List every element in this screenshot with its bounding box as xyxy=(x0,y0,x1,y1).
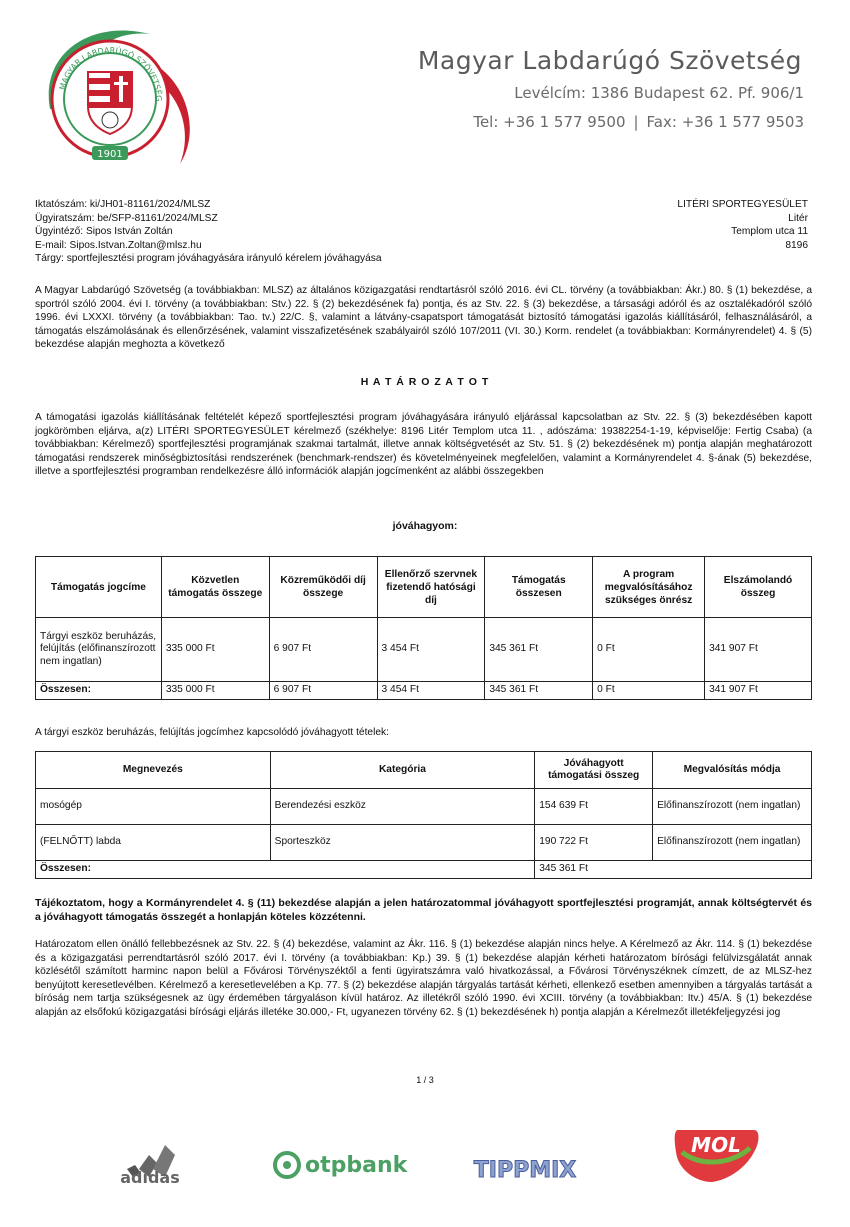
adidas-logo xyxy=(105,1125,195,1185)
mol-logo xyxy=(668,1122,764,1186)
table-cell: 345 361 Ft xyxy=(485,618,593,682)
logo-ring-text: MAGYAR LABDARÚGÓ SZÖVETSÉG xyxy=(57,45,164,102)
table-row xyxy=(36,789,812,825)
svg-text:MOL: MOL xyxy=(691,1133,741,1157)
ugyiratszam: Ügyiratszám: be/SFP-81161/2024/MLSZ xyxy=(35,212,218,224)
mlsz-logo xyxy=(30,14,200,174)
table-header: Közreműködői díj összege xyxy=(269,557,377,618)
document-meta xyxy=(35,198,382,266)
table-header: Jóváhagyott támogatási összeg xyxy=(535,752,653,789)
table-cell: 190 722 Ft xyxy=(535,825,653,861)
table-total-row xyxy=(36,682,812,700)
table-row xyxy=(36,825,812,861)
svg-text:adidas: adidas xyxy=(120,1168,180,1185)
table-cell: Tárgyi eszköz beruházás, felújítás (előfinanszírozott nem ingatlan) xyxy=(36,618,162,682)
org-fax: Fax: +36 1 577 9503 xyxy=(646,113,804,131)
table-header: Ellenőrző szervnek fizetendő hatósági díj xyxy=(377,557,485,618)
table-cell: 3 454 Ft xyxy=(377,682,485,700)
svg-text:TIPPMIX: TIPPMIX xyxy=(473,1158,577,1183)
appeal-paragraph: Határozatom ellen önálló fellebbezésnek az Stv. 22. § (4) bekezdése, valamint az Ákr. 116. § (1) bekezdése alapján nincs helye. A Kérelmező az Ákr. 114. § (1) bekezdése és a közigazgatási perrendtartásról szóló 2017. évi I. törvény (a továbbiakban: Kp.) 39. § (1) bekezdése alapján kérheti határozatom bírósági felülvizsgálatát annak közlésétől számított harminc napon belül a Fővárosi Törvényszéktől a fenti ügyiratszámra való hivatkozással, a Fővárosi Törvényszéknek címzett, de az MLSZ-hez benyújtott keresetlevélben. Kérelmező a keresetlevelében a Kp. 77. § (2) bekezdése alapján tárgyalás tartását kérheti, ellenkező esetben amennyiben a tárgyalás tartását a bíróság nem tartja szükségesnek az ügy érdemében tárgyaláson kívül határoz. Az illetékről szóló 1990. évi XCIII. törvény (a továbbiakban: Itv.) 45/A. § (1) bekezdése alapján az elsőfokú közigazgatási bírósági eljárás illetéke 30.000,- Ft, ugyanezen törvény 62. § (1) bekezdésének h) pontja alapján a Kérelmezőt illetékfeljegyzési jog xyxy=(35,939,812,1018)
table-header: Közvetlen támogatás összege xyxy=(161,557,269,618)
table-header-row xyxy=(36,752,812,789)
logo-year: 1901 xyxy=(97,149,123,160)
table-cell: (FELNŐTT) labda xyxy=(36,825,271,861)
table-cell: 345 361 Ft xyxy=(535,861,812,879)
contact-separator: | xyxy=(633,113,639,131)
table-cell: 0 Ft xyxy=(593,682,705,700)
recipient-name: LITÉRI SPORTEGYESÜLET xyxy=(677,199,808,210)
table-cell: 0 Ft xyxy=(593,618,705,682)
approve-label: jóváhagyom: xyxy=(392,520,458,532)
page-number: 1 / 3 xyxy=(416,1075,434,1085)
table-cell: 345 361 Ft xyxy=(485,682,593,700)
table-cell: 6 907 Ft xyxy=(269,618,377,682)
table-header: Megnevezés xyxy=(36,752,271,789)
targy: Tárgy: sportfejlesztési program jóváhagyására irányuló kérelem jóváhagyása xyxy=(35,253,382,265)
org-name: Magyar Labdarúgó Szövetség xyxy=(417,46,802,75)
table-cell: Berendezési eszköz xyxy=(270,789,535,825)
table-cell: 3 454 Ft xyxy=(377,618,485,682)
ugyintezo: Ügyintéző: Sipos István Zoltán xyxy=(35,226,173,238)
table-cell: Összesen: xyxy=(36,861,535,879)
org-tel: Tel: +36 1 577 9500 xyxy=(473,113,626,131)
org-address: Levélcím: 1386 Budapest 62. Pf. 906/1 xyxy=(514,84,804,102)
table-header: Megvalósítás módja xyxy=(653,752,812,789)
org-contact xyxy=(473,113,804,131)
recipient-street: Templom utca 11 xyxy=(731,226,808,238)
svg-text:otpbank: otpbank xyxy=(305,1153,408,1178)
recipient-city: Litér xyxy=(788,212,808,224)
otpbank-logo xyxy=(265,1125,415,1185)
table-header: Kategória xyxy=(270,752,535,789)
decision-title: H A T Á R O Z A T O T xyxy=(360,376,490,388)
support-summary-table xyxy=(35,556,812,700)
table-header: A program megvalósításához szükséges önrész xyxy=(593,557,705,618)
table-cell: Előfinanszírozott (nem ingatlan) xyxy=(653,825,812,861)
recipient-zip: 8196 xyxy=(785,239,808,251)
table-header: Elszámolandó összeg xyxy=(705,557,812,618)
table-cell: Előfinanszírozott (nem ingatlan) xyxy=(653,789,812,825)
table-cell: 341 907 Ft xyxy=(705,618,812,682)
table-header-row xyxy=(36,557,812,618)
table-cell: 335 000 Ft xyxy=(161,618,269,682)
table-header: Támogatás összesen xyxy=(485,557,593,618)
recipient-address xyxy=(677,198,808,252)
table-header: Támogatás jogcíme xyxy=(36,557,162,618)
table-cell: 154 639 Ft xyxy=(535,789,653,825)
table-cell: 335 000 Ft xyxy=(161,682,269,700)
approved-items-table xyxy=(35,751,812,879)
table-total-row xyxy=(36,861,812,879)
tippmix-logo xyxy=(460,1125,590,1185)
intro-paragraph: A Magyar Labdarúgó Szövetség (a továbbiakban: MLSZ) az általános közigazgatási rendtartásról szóló 2016. évi CL. törvény (a továbbiakban: Ákr.) 80. § (1) bekezdése, a sportról szóló 2004. évi I. törvény (a továbbiakban: Stv.) 22. § (2) bekezdésének fa) pontja, és az Stv. 22. § (3) bekezdése, a társasági adóról és az osztalékadóról szóló 1996. évi LXXXI. törvény (a továbbiakban: Tao. tv.) 22/C. §, valamint a látvány-csapatsport támogatását biztosító támogatási igazolás kiállításáról, felhasználásáról, a támogatás elszámolásának és ellenőrzésének, valamint visszafizetésének szabályairól szóló 107/2011 (VI. 30.) Korm. rendelet (a továbbiakban: Kormányrendelet) 4. § (5) bekezdése alapján meghozta a következő xyxy=(35,285,812,351)
table-cell: Sporteszköz xyxy=(270,825,535,861)
table-cell: 341 907 Ft xyxy=(705,682,812,700)
iktatoszam: Iktatószám: ki/JH01-81161/2024/MLSZ xyxy=(35,199,211,210)
decision-paragraph: A támogatási igazolás kiállításának feltételét képező sportfejlesztési program jóváhagyására irányuló eljárással kapcsolatban az Stv. 22. § (3) bekezdésében kapott jogkörömben eljárva, a(z) LITÉRI SPORTEGYESÜLET kérelmező (székhelye: 8196 Litér Templom utca 11. , adószáma: 19382254-1-19, képviselője: Fertig Csaba) (a továbbiakban: Kérelmező) sportfejlesztési programjának szakmai tartalmát, illetve annak költségvetését az Stv. 51. § (2) bekezdésének m) pontja alapján meghatározott támogatási rendszerek minőségbiztosítási rendszerének (benchmark-rendszer) és követelményeinek megfelelően, valamint a Kormányrendelet 4. §-ának (5) bekezdése, illetve a sportfejlesztési programban rendelkezésre álló információk alapján jogcímenként az alábbi összegekben xyxy=(35,412,812,478)
table-cell: mosógép xyxy=(36,789,271,825)
table-cell: 6 907 Ft xyxy=(269,682,377,700)
publication-notice: Tájékoztatom, hogy a Kormányrendelet 4. § (11) bekezdése alapján a jelen határozatommal jóváhagyott sportfejlesztési programját, annak költségtervét és a jóváhagyott támogatás összegét a honlapján köteles közzétenni. xyxy=(35,897,812,923)
items-intro: A tárgyi eszköz beruházás, felújítás jogcímhez kapcsolódó jóváhagyott tételek: xyxy=(35,727,389,738)
email-link[interactable]: E-mail: Sipos.Istvan.Zoltan@mlsz.hu xyxy=(35,239,202,251)
table-cell: Összesen: xyxy=(36,682,162,700)
table-row xyxy=(36,618,812,682)
